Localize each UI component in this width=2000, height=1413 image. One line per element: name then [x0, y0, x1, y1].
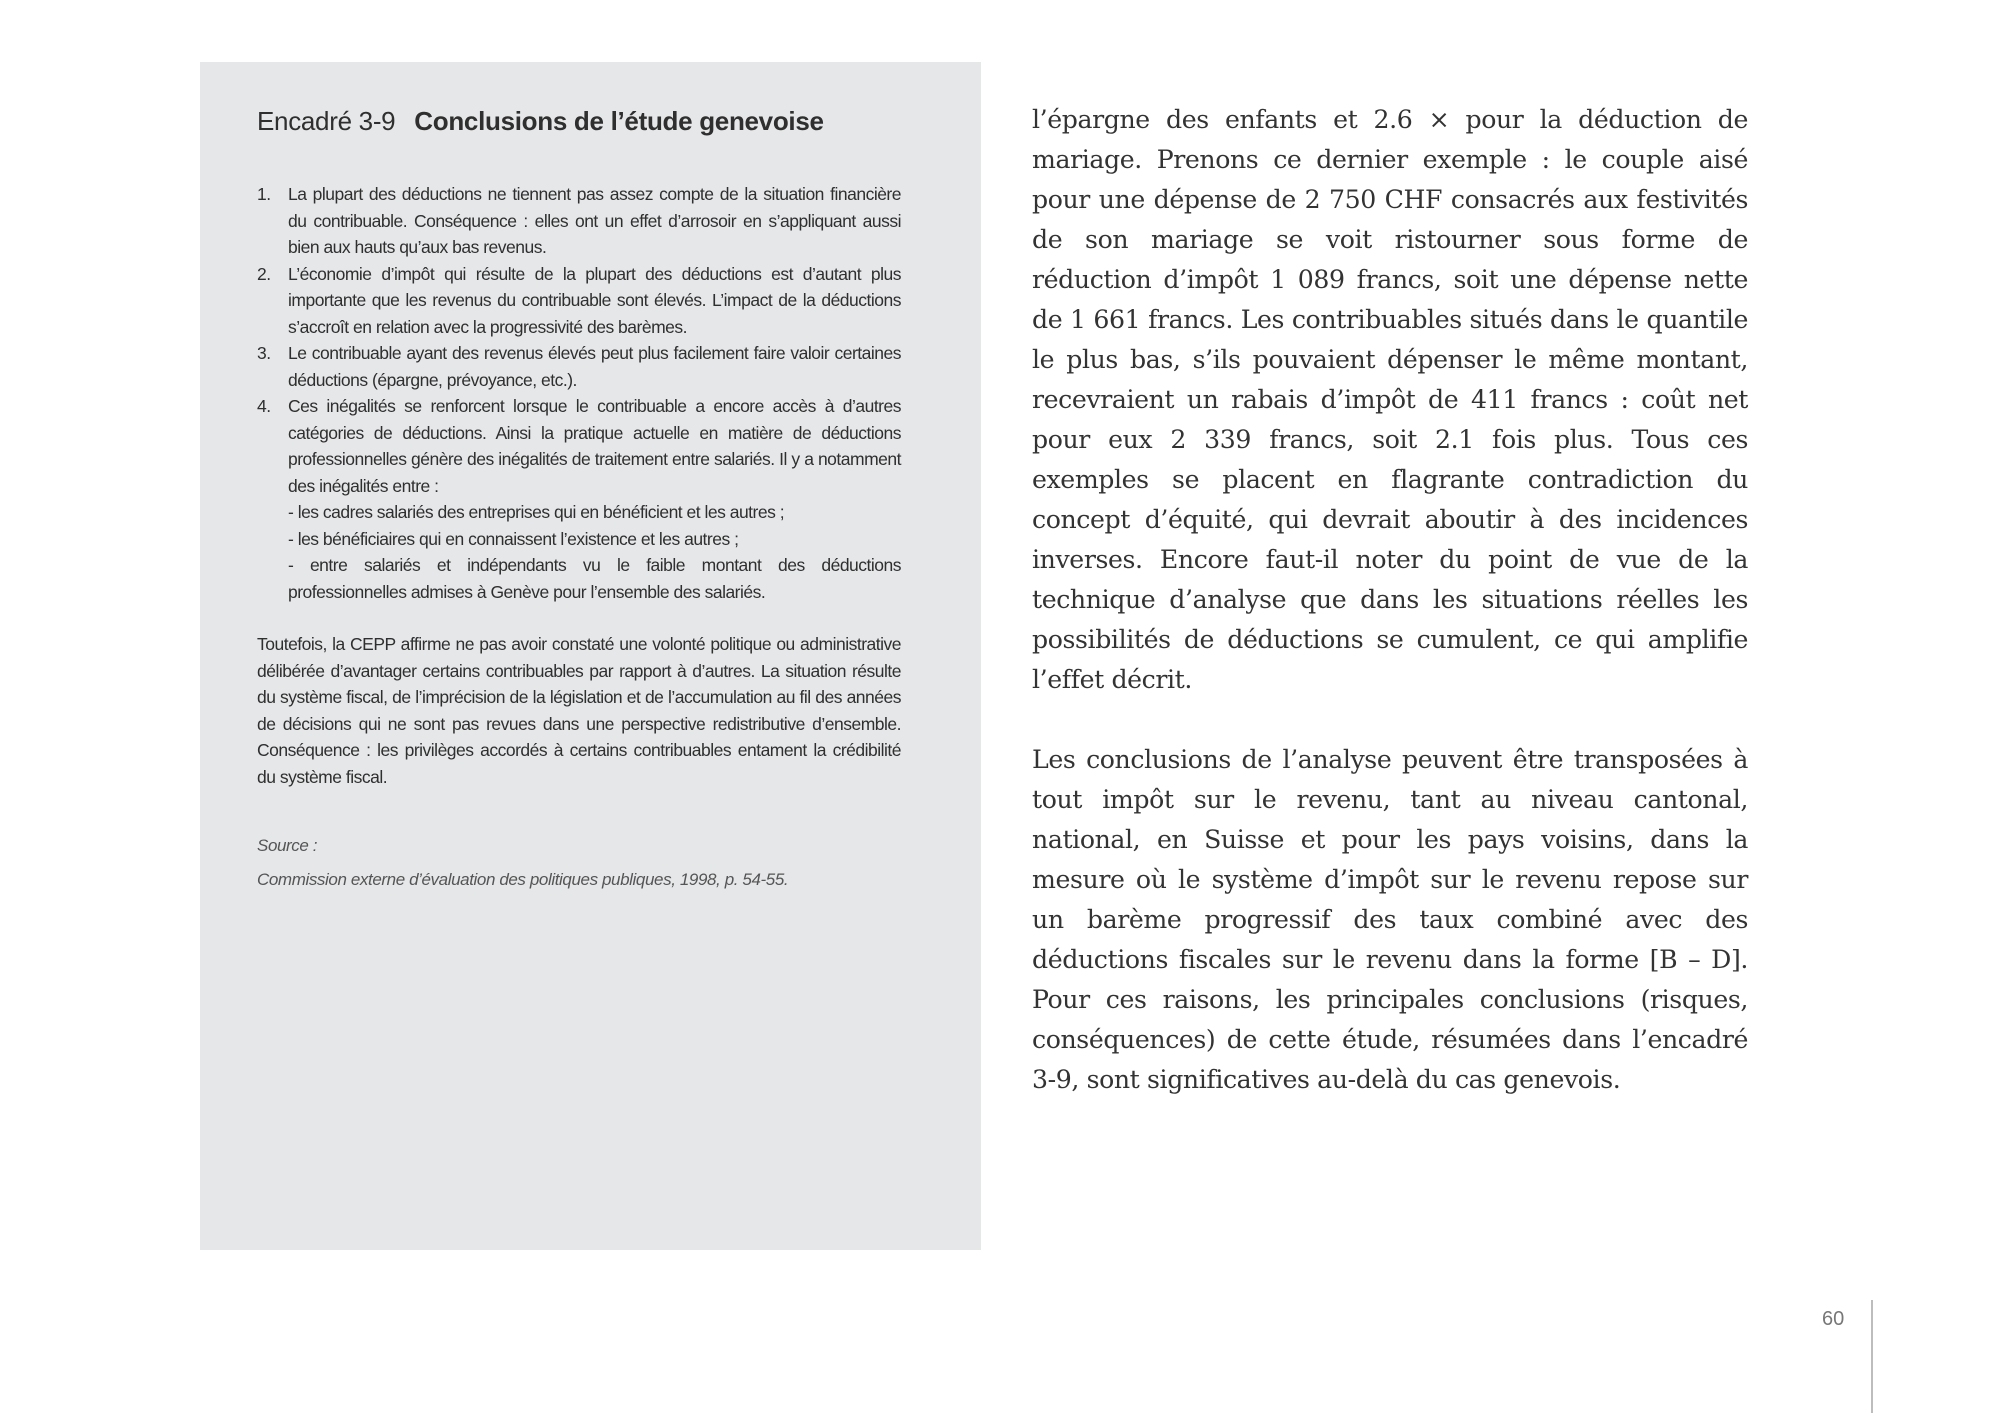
list-item-text: La plupart des déductions ne tiennent pas assez compte de la situation financière du contribuable. Conséquence : elles ont un effet d’arrosoir en s’appliquant aussi bien aux hauts qu’aux bas revenus. — [288, 184, 901, 257]
conclusions-list — [257, 181, 901, 605]
body-paragraph: Les conclusions de l’analyse peuvent être transposées à tout impôt sur le revenu, tant au niveau cantonal, national, en Suisse et pour les pays voisins, dans la mesure où le système d’impôt sur le revenu repose sur un barème progressif des taux combiné avec des déductions fiscales sur le revenu dans la forme [B – D]. Pour ces raisons, les principales conclusions (risques, conséquences) de cette étude, résumées dans l’encadré 3-9, sont significatives au-delà du cas genevois. — [1032, 745, 1748, 1094]
list-item-text: Ces inégalités se renforcent lorsque le contribuable a encore accès à d’autres catégories de déductions. Ainsi la pratique actuelle en matière de déductions professionnelles génère des inégalités de traitement entre salariés. Il y a notamment des inégalités entre : — [288, 396, 901, 496]
box-number: Encadré 3-9 — [257, 106, 396, 136]
box-title — [257, 106, 901, 137]
box-heading: Conclusions de l’étude genevoise — [414, 106, 824, 136]
list-item — [257, 340, 901, 393]
sidebar-box — [200, 62, 981, 1250]
list-item-number: 3. — [257, 343, 271, 363]
list-item-number: 1. — [257, 184, 271, 204]
source-label: Source : — [257, 836, 318, 855]
list-item — [257, 261, 901, 341]
source-text: Commission externe d’évaluation des politiques publiques, 1998, p. 54-55. — [257, 870, 789, 889]
page-number: 60 — [1822, 1308, 1845, 1330]
sub-item: - les cadres salariés des entreprises qui en bénéficient et les autres ; — [288, 502, 785, 522]
list-item — [257, 181, 901, 261]
source-note — [257, 836, 901, 890]
list-item — [257, 393, 901, 605]
body-paragraph: l’épargne des enfants et 2.6 × pour la déduction de mariage. Prenons ce dernier exemple : le couple aisé pour une dépense de 2 750 CHF consacrés aux festivités de son mariage se voit ristourner sous forme de réduction d’impôt 1 089 francs, soit une dépense nette de 1 661 francs. Les contribuables situés dans le quantile le plus bas, s’ils pouvaient dépenser le même montant, recevraient un rabais d’impôt de 411 francs : coût net pour eux 2 339 francs, soit 2.1 fois plus. Tous ces exemples se placent en flagrante contradiction du concept d’équité, qui devrait aboutir à des incidences inverses. Encore faut-il noter du point de vue de la technique d’analyse que dans les situations réelles les possibilités de déductions se cumulent, ce qui amplifie l’effet décrit. — [1032, 105, 1748, 694]
list-item-text: Le contribuable ayant des revenus élevés peut plus facilement faire valoir certaines déductions (épargne, prévoyance, etc.). — [288, 343, 901, 390]
list-item-number: 2. — [257, 263, 271, 284]
sub-item: - les bénéficiaires qui en connaissent l’existence et les autres ; — [288, 528, 739, 549]
box-paragraph: Toutefois, la CEPP affirme ne pas avoir constaté une volonté politique ou administrative délibérée d’avantager certains contribuables par rapport à d’autres. La situation résulte du système fiscal, de l’imprécision de la législation et de l’accumulation au fil des années de décisions qui ne sont pas revues dans une perspective redistributive d’ensemble. Conséquence : les privilèges accordés à certains contribuables entament la crédibilité du système fiscal. — [257, 634, 901, 787]
list-item-text: L’économie d’impôt qui résulte de la plupart des déductions est d’autant plus importante que les revenus du contribuable sont élevés. L’impact de la déductions s’accroît en relation avec la progressivité des barèmes. — [288, 263, 901, 337]
list-item-number: 4. — [257, 396, 271, 416]
page-divider — [1871, 1300, 1873, 1413]
main-text — [1032, 100, 1748, 1100]
sub-item: - entre salariés et indépendants vu le faible montant des déductions professionnelles admises à Genève pour l’ensemble des salariés. — [288, 555, 901, 602]
